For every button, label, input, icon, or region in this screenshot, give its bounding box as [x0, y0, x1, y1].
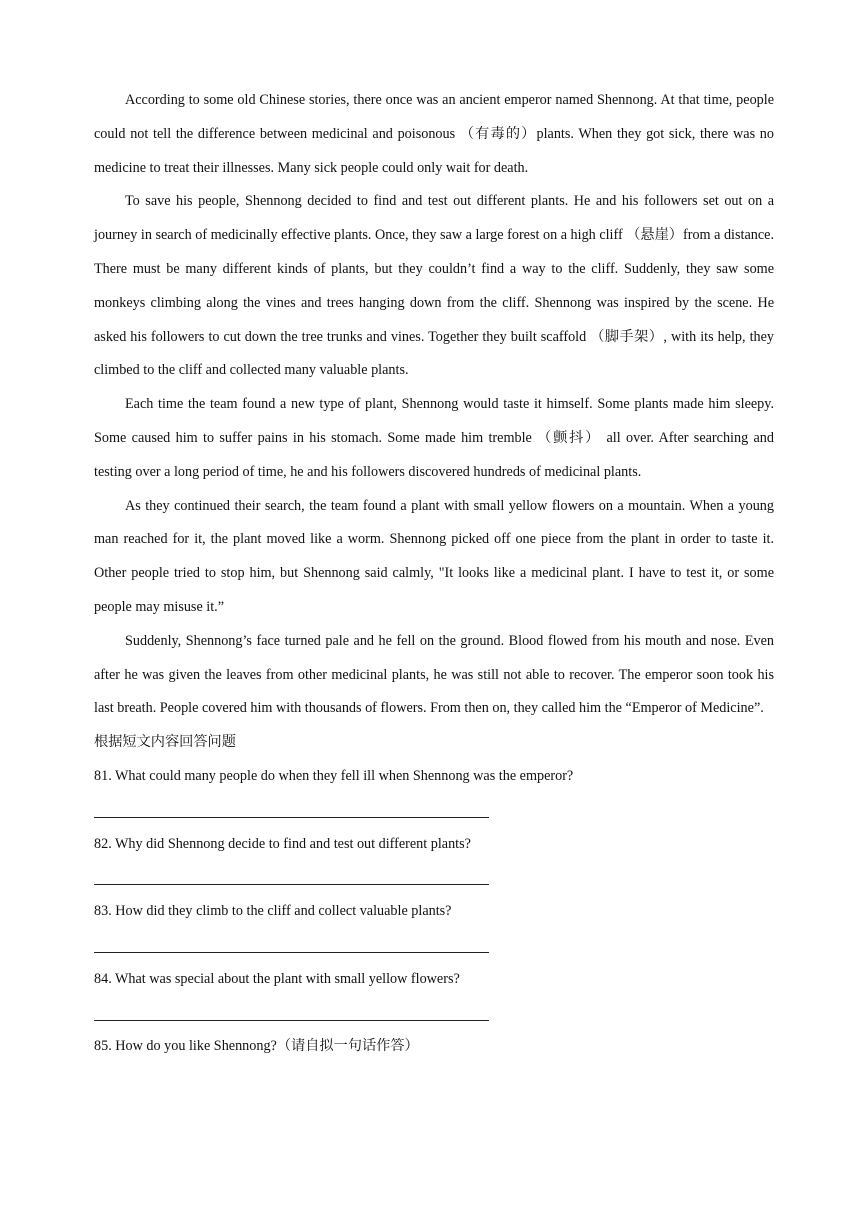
passage-paragraph-1: According to some old Chinese stories, there once was an ancient emperor named Shennong. At that time, people could not tell the difference between medicinal and poisonous （有毒的）plants. When they got sick, there was no medicine to treat their illnesses. Many sick people could only wait for death.: [94, 92, 774, 176]
answer-line-82[interactable]: [94, 861, 774, 895]
question-85: 85. How do you like Shennong?（请自拟一句话作答）: [94, 1038, 419, 1055]
answer-line-81[interactable]: [94, 794, 774, 828]
reading-passage: [94, 84, 774, 726]
answer-line-84[interactable]: [94, 997, 774, 1031]
question-82: 82. Why did Shennong decide to find and test out different plants?: [94, 835, 471, 852]
question-list: [94, 760, 774, 1064]
worksheet-page: [94, 84, 774, 1064]
passage-paragraph-5: Suddenly, Shennong’s face turned pale and he fell on the ground. Blood flowed from his mouth and nose. Even after he was given the leaves from other medicinal plants, he was still not able to recover. The emperor soon took his last breath. People covered him with thousands of flowers. From then on, they called him the “Emperor of Medicine”.: [94, 632, 774, 717]
question-81: 81. What could many people do when they fell ill when Shennong was the emperor?: [94, 767, 574, 784]
question-84: 84. What was special about the plant with small yellow flowers?: [94, 970, 460, 987]
question-83: 83. How did they climb to the cliff and collect valuable plants?: [94, 903, 452, 920]
section-instruction: 根据短文内容回答问题: [94, 734, 236, 751]
passage-paragraph-4: As they continued their search, the team found a plant with small yellow flowers on a mountain. When a young man reached for it, the plant moved like a worm. Shennong picked off one piece from the plant in order to taste it. Other people tried to stop him, but Shennong said calmly, "It looks like a medicinal plant. I have to test it, or some people may misuse it.”: [94, 497, 774, 615]
passage-paragraph-2: To save his people, Shennong decided to find and test out different plants. He and his followers set out on a journey in search of medicinally effective plants. Once, they saw a large forest on a high cliff （悬崖）from a distance. There must be many different kinds of plants, but they couldn’t find a way to the cliff. Suddenly, they saw some monkeys climbing along the vines and trees hanging down from the cliff. Shennong was inspired by the scene. He asked his followers to cut down the tree trunks and vines. Together they built scaffold （脚手架）, with its help, they climbed to the cliff and collected many valuable plants.: [94, 193, 774, 379]
passage-paragraph-3: Each time the team found a new type of plant, Shennong would taste it himself. Some plants made him sleepy. Some caused him to suffer pains in his stomach. Some made him tremble （颤抖） all over. After searching and testing over a long period of time, he and his followers discovered hundreds of medicinal plants.: [94, 396, 774, 480]
answer-line-83[interactable]: [94, 929, 774, 963]
